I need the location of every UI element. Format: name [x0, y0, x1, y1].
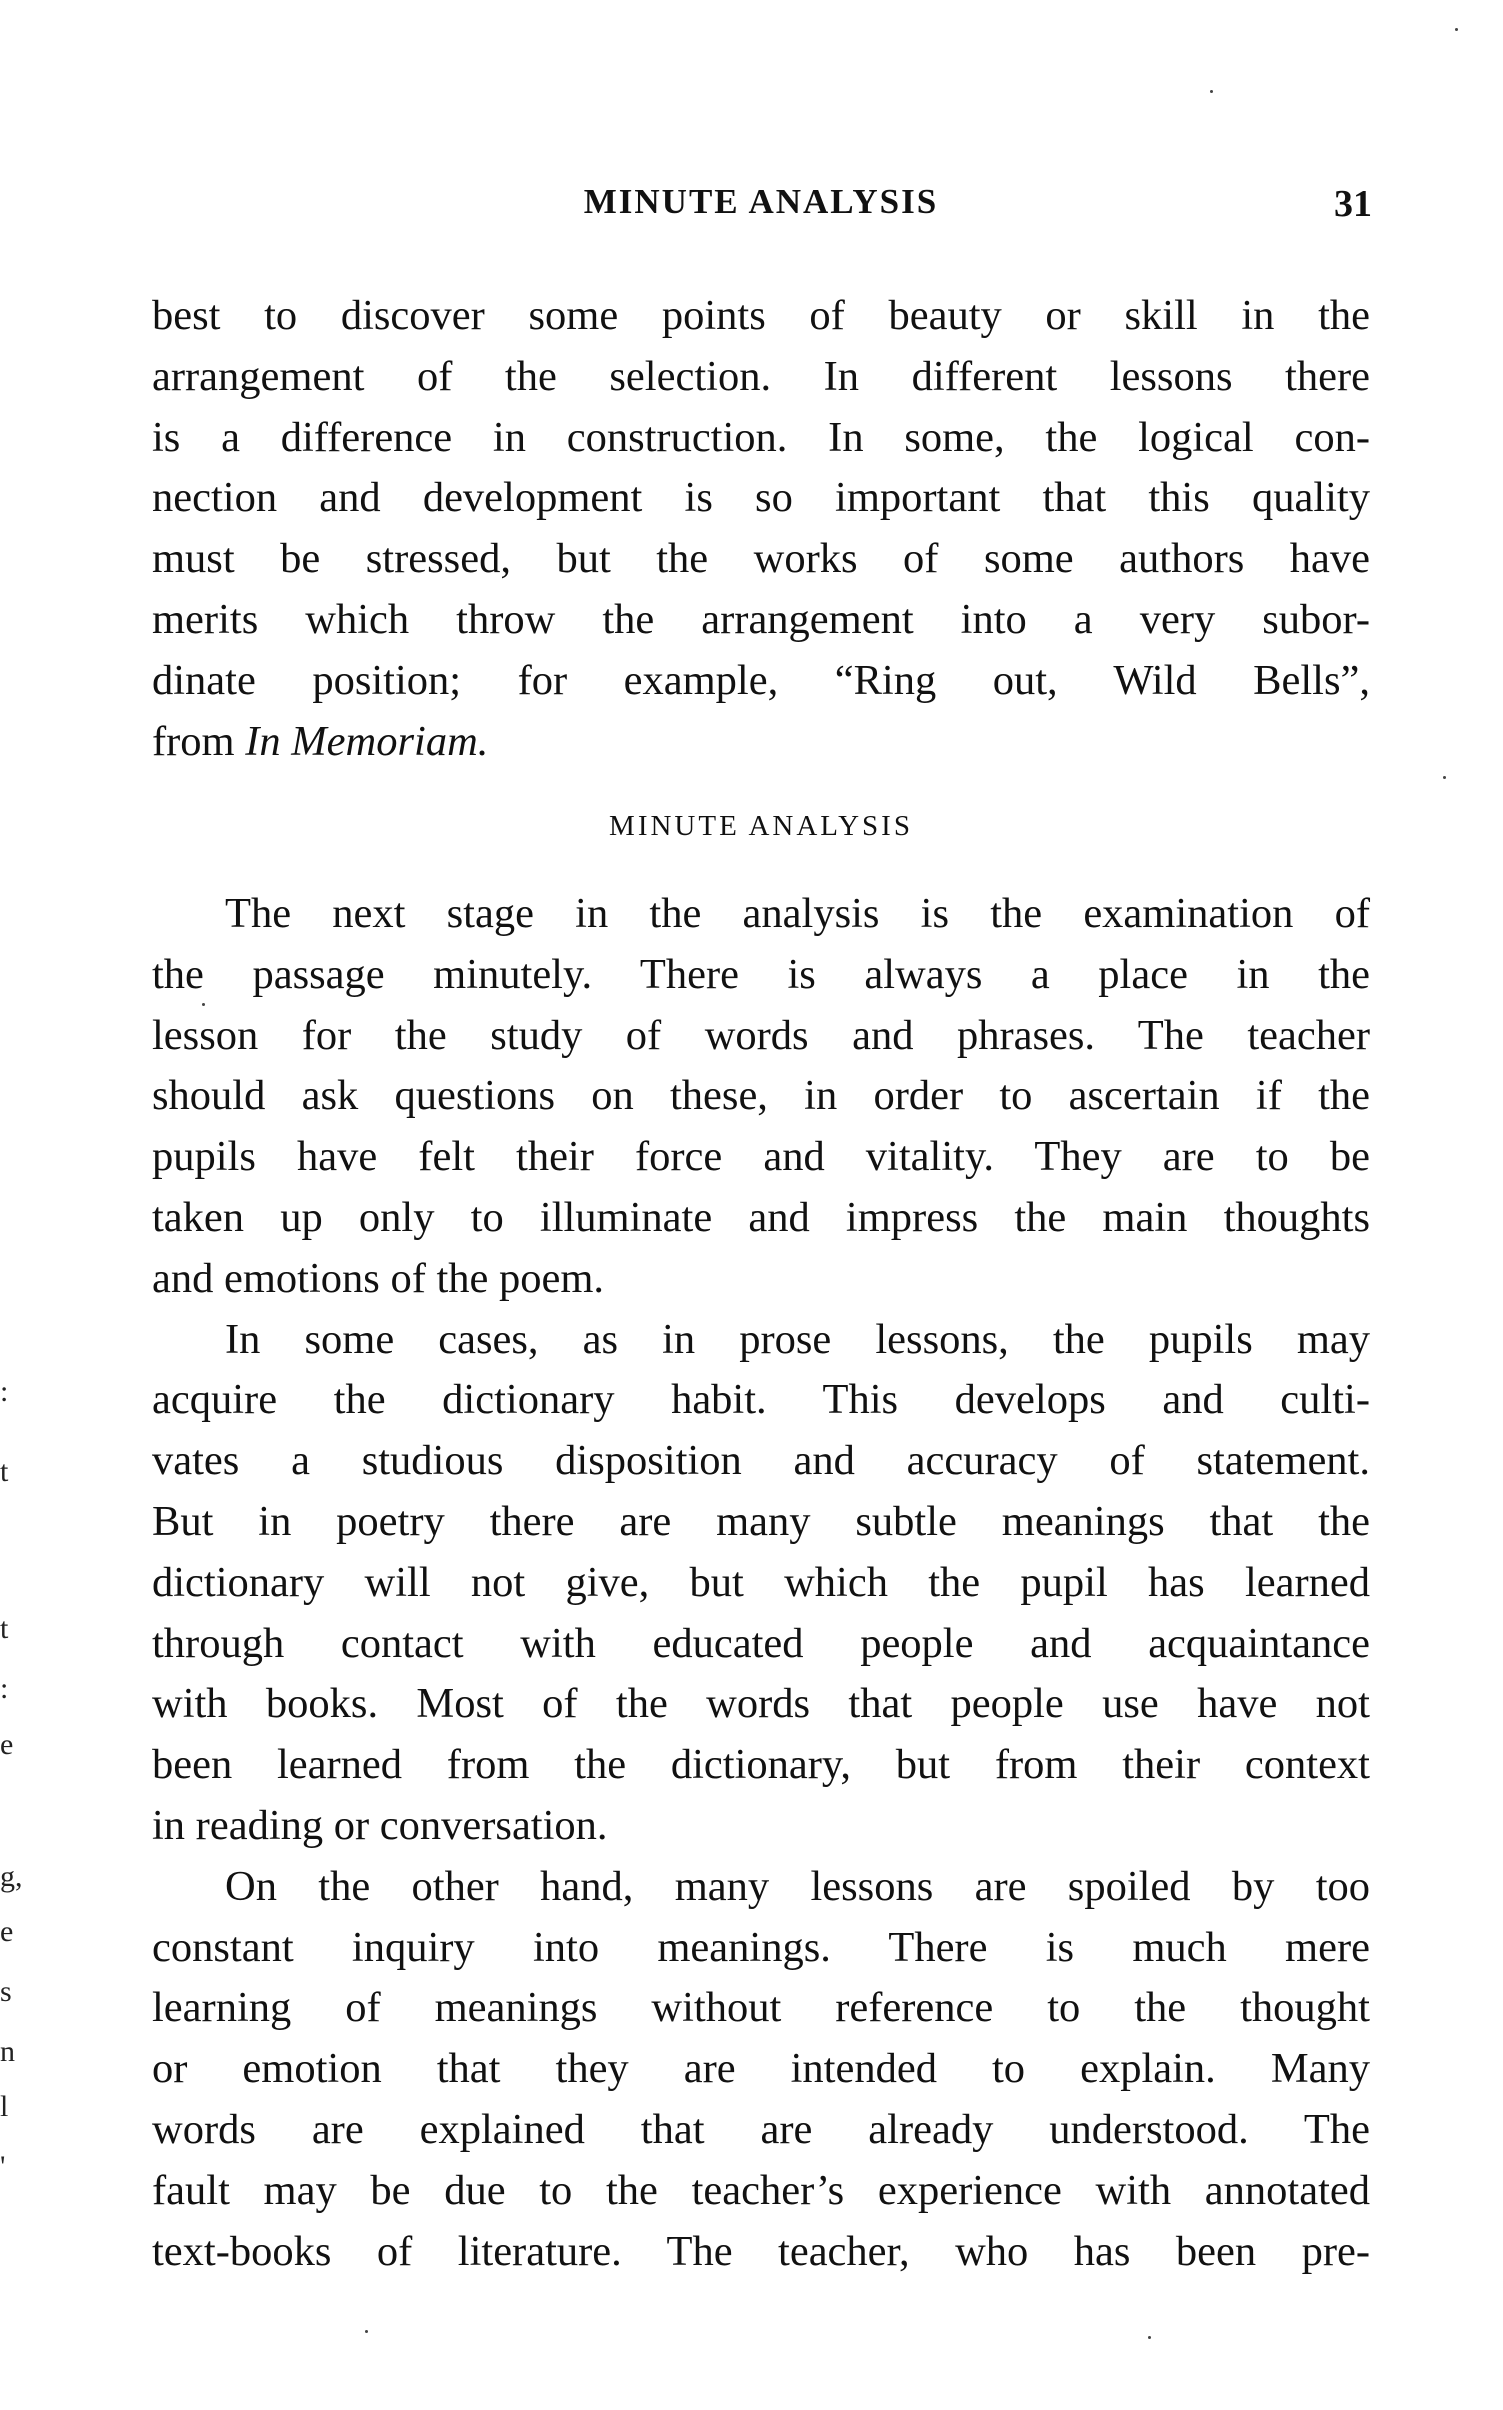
- text-line: or emotion that they are intended to explain. Many: [152, 2045, 1370, 2093]
- edge-mark: ': [0, 2150, 6, 2183]
- edge-mark: g,: [0, 1860, 23, 1893]
- edge-mark: n: [0, 2035, 15, 2068]
- text-line: should ask questions on these, in order to ascertain if the: [152, 1072, 1370, 1120]
- running-title: MINUTE ANALYSIS: [583, 182, 939, 221]
- continuation-paragraph: [152, 286, 1370, 772]
- text-line: acquire the dictionary habit. This develops and culti-: [152, 1376, 1370, 1424]
- text-fragment: from: [152, 717, 246, 765]
- text-line: and emotions of the poem.: [152, 1254, 605, 1302]
- text-line: fault may be due to the teacher’s experience with annotated: [152, 2166, 1370, 2214]
- text-line: The next stage in the analysis is the examination of: [225, 890, 1370, 937]
- paragraph: [152, 1857, 1370, 2283]
- edge-mark: e: [0, 1915, 14, 1948]
- page-number: 31: [1334, 183, 1372, 225]
- text-line: arrangement of the selection. In different lessons there: [152, 352, 1370, 400]
- text-line: in reading or conversation.: [152, 1801, 608, 1849]
- text-line: constant inquiry into meanings. There is much mere: [152, 1923, 1370, 1971]
- edge-mark: s: [0, 1975, 12, 2008]
- text-line: merits which throw the arrangement into a very subor-: [152, 595, 1370, 643]
- text-line: vates a studious disposition and accuracy of statement.: [152, 1437, 1370, 1485]
- edge-mark: t: [0, 1455, 9, 1488]
- scan-speck: [1455, 28, 1458, 31]
- edge-mark: :: [0, 1375, 9, 1408]
- paragraph: [152, 1310, 1370, 1857]
- text-line: dinate position; for example, “Ring out, Wild Bells”,: [152, 656, 1370, 704]
- text-line: taken up only to illuminate and impress the main thoughts: [152, 1193, 1370, 1241]
- scan-speck: [365, 2330, 368, 2333]
- edge-mark: :: [0, 1672, 9, 1705]
- paragraph: [152, 884, 1370, 1310]
- text-line: [152, 712, 1370, 773]
- text-line: must be stressed, but the works of some authors have: [152, 535, 1370, 583]
- scan-speck: [1210, 90, 1213, 93]
- scan-speck: [1148, 2336, 1151, 2339]
- text-line: In some cases, as in prose lessons, the pupils may: [225, 1315, 1370, 1363]
- text-line: dictionary will not give, but which the pupil has learned: [152, 1558, 1370, 1606]
- text-line: words are explained that are already understood. The: [152, 2105, 1370, 2153]
- text-line: lesson for the study of words and phrases. The teacher: [152, 1011, 1370, 1059]
- italic-title: In Memoriam.: [245, 717, 489, 765]
- text-line: been learned from the dictionary, but from their context: [152, 1741, 1370, 1789]
- text-line: But in poetry there are many subtle meanings that the: [152, 1497, 1370, 1545]
- text-line: text-books of literature. The teacher, who has been pre-: [152, 2227, 1370, 2275]
- running-head: [150, 182, 1372, 232]
- text-line: best to discover some points of beauty or skill in the: [152, 292, 1370, 339]
- section-heading: MINUTE ANALYSIS: [609, 810, 913, 842]
- text-line: is a difference in construction. In some, the logical con-: [152, 413, 1370, 461]
- text-line: with books. Most of the words that people use have not: [152, 1680, 1370, 1728]
- edge-mark: e: [0, 1728, 14, 1761]
- section-body: [152, 884, 1370, 2282]
- text-line: learning of meanings without reference to the thought: [152, 1984, 1370, 2032]
- text-line: On the other hand, many lessons are spoiled by too: [225, 1862, 1370, 1910]
- text-line: the passage minutely. There is always a place in the: [152, 950, 1370, 998]
- text-line: through contact with educated people and acquaintance: [152, 1619, 1370, 1667]
- edge-mark: l: [0, 2090, 9, 2123]
- scan-speck: [1443, 776, 1446, 779]
- scan-speck: [202, 1003, 205, 1006]
- text-line: pupils have felt their force and vitality. They are to be: [152, 1133, 1370, 1181]
- text-line: nection and development is so important that this quality: [152, 474, 1370, 522]
- edge-mark: t: [0, 1612, 9, 1645]
